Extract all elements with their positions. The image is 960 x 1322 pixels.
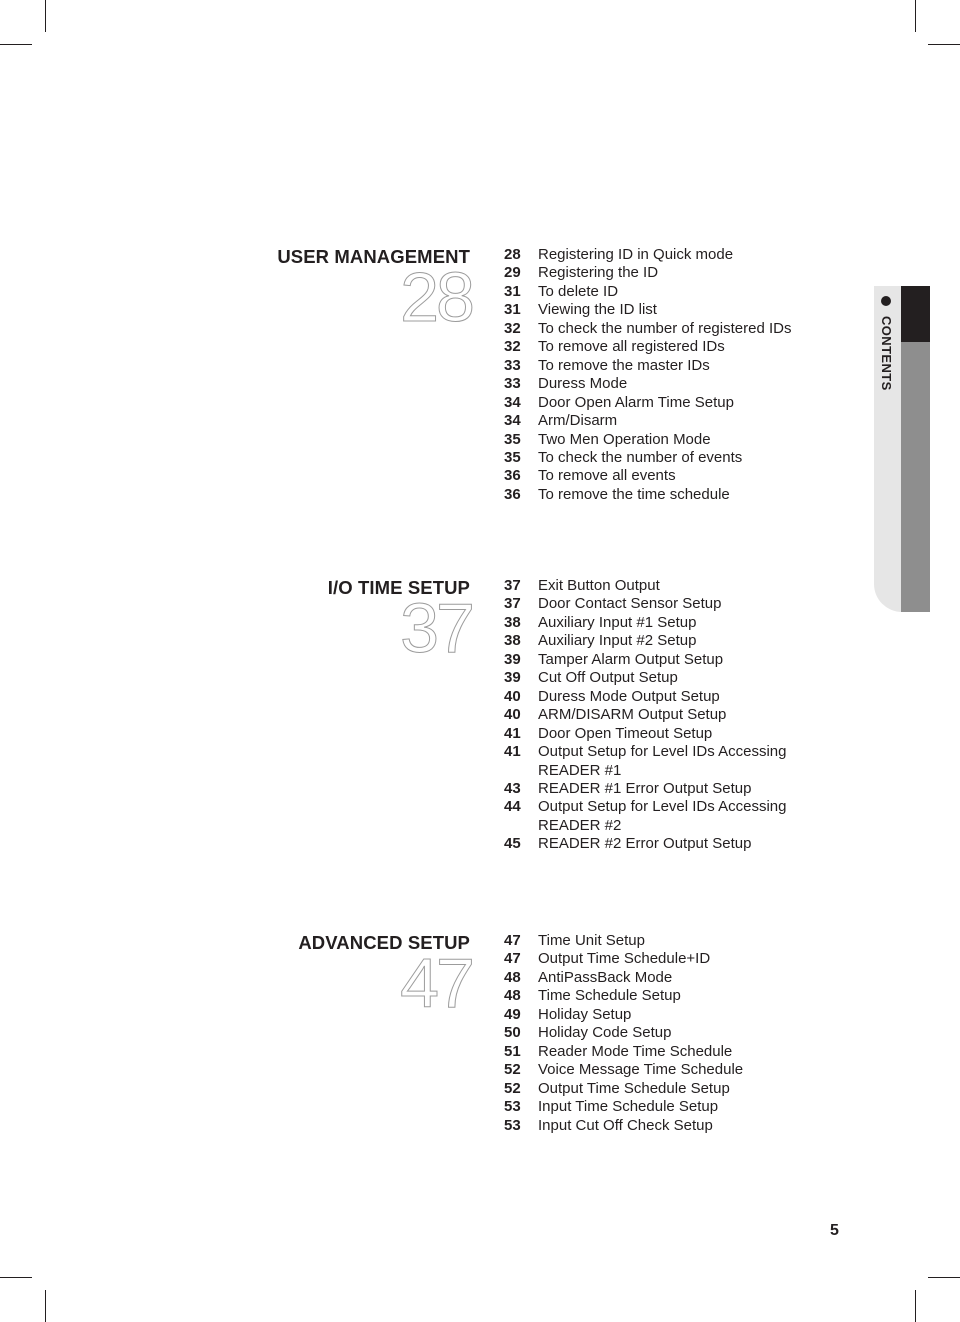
toc-entry[interactable] bbox=[504, 1061, 818, 1079]
crop-mark bbox=[0, 44, 32, 45]
entry-page: 47 bbox=[504, 950, 521, 968]
entry-title: Arm/Disarm bbox=[538, 412, 618, 430]
toc-entry[interactable] bbox=[504, 467, 818, 485]
crop-mark bbox=[0, 1277, 32, 1278]
crop-mark bbox=[915, 0, 916, 32]
bullet-icon bbox=[881, 296, 891, 306]
entry-title: Auxiliary Input #1 Setup bbox=[538, 613, 697, 631]
toc-entry[interactable] bbox=[504, 1098, 818, 1116]
toc-entry[interactable] bbox=[504, 1043, 818, 1061]
toc-entry[interactable] bbox=[504, 357, 818, 375]
entry-page: 32 bbox=[504, 338, 521, 356]
section-start-page: 37 bbox=[400, 589, 472, 667]
entry-title: Input Time Schedule Setup bbox=[538, 1098, 719, 1116]
toc-entry[interactable] bbox=[504, 375, 818, 393]
entry-title: Time Schedule Setup bbox=[538, 987, 681, 1005]
entry-title: Registering ID in Quick mode bbox=[538, 246, 734, 263]
entry-title: Auxiliary Input #2 Setup bbox=[538, 632, 697, 650]
entry-page: 37 bbox=[504, 595, 521, 613]
entry-title: Door Contact Sensor Setup bbox=[538, 595, 722, 613]
crop-mark bbox=[928, 44, 960, 45]
toc-entry[interactable] bbox=[504, 835, 818, 853]
entry-title: To delete ID bbox=[538, 282, 619, 300]
entry-title: Output Setup for Level IDs Accessing READER #1 bbox=[538, 743, 787, 779]
entry-title: READER #1 Error Output Setup bbox=[538, 779, 752, 797]
toc-entry[interactable] bbox=[504, 651, 818, 669]
entry-title: Cut Off Output Setup bbox=[538, 669, 678, 687]
entry-title: Duress Mode Output Setup bbox=[538, 687, 720, 705]
entry-page: 28 bbox=[504, 246, 521, 263]
toc-entry[interactable] bbox=[504, 969, 818, 987]
entry-title: Holiday Setup bbox=[538, 1005, 632, 1023]
entry-title: Holiday Code Setup bbox=[538, 1024, 672, 1042]
toc-entry-list bbox=[504, 246, 818, 504]
entry-page: 38 bbox=[504, 632, 521, 650]
entry-title: Viewing the ID list bbox=[538, 301, 657, 319]
entry-page: 36 bbox=[504, 467, 521, 485]
entry-title: Output Setup for Level IDs Accessing READER #2 bbox=[538, 798, 787, 834]
entry-title: Door Open Timeout Setup bbox=[538, 724, 713, 742]
entry-title: To check the number of events bbox=[538, 448, 743, 466]
section-heading bbox=[327, 577, 472, 667]
section-start-page: 47 bbox=[400, 944, 472, 1022]
entry-page: 43 bbox=[504, 779, 521, 797]
entry-page: 38 bbox=[504, 613, 521, 631]
toc-entry[interactable] bbox=[504, 950, 818, 968]
entry-title: Time Unit Setup bbox=[538, 932, 645, 949]
entry-title: READER #2 Error Output Setup bbox=[538, 835, 752, 853]
section-start-page: 28 bbox=[400, 258, 472, 336]
side-tab-active-marker bbox=[901, 286, 930, 342]
entry-page: 35 bbox=[504, 448, 521, 466]
entry-page: 34 bbox=[504, 412, 521, 430]
toc-entry[interactable] bbox=[504, 932, 818, 950]
entry-page: 39 bbox=[504, 669, 521, 687]
toc-entry[interactable] bbox=[504, 987, 818, 1005]
entry-title: AntiPassBack Mode bbox=[538, 968, 673, 986]
toc-entry-list bbox=[504, 577, 818, 854]
entry-page: 39 bbox=[504, 650, 521, 668]
side-tab-label: CONTENTS bbox=[879, 316, 894, 391]
toc-entry[interactable] bbox=[504, 1024, 818, 1042]
entry-title: Output Time Schedule Setup bbox=[538, 1079, 730, 1097]
toc-entry[interactable] bbox=[504, 780, 818, 798]
entry-page: 49 bbox=[504, 1005, 521, 1023]
entry-title: ARM/DISARM Output Setup bbox=[538, 706, 727, 724]
entry-title: To remove the master IDs bbox=[538, 356, 710, 374]
entry-page: 33 bbox=[504, 375, 521, 393]
entry-page: 53 bbox=[504, 1116, 521, 1134]
toc-entry[interactable] bbox=[504, 320, 818, 338]
toc-entry[interactable] bbox=[504, 577, 818, 595]
side-tab-bar bbox=[901, 342, 930, 612]
toc-entry[interactable] bbox=[504, 394, 818, 412]
toc-entry[interactable] bbox=[504, 301, 818, 319]
toc-entry[interactable] bbox=[504, 798, 818, 835]
entry-page: 47 bbox=[504, 932, 521, 949]
page-number: 5 bbox=[830, 1222, 839, 1239]
entry-title: Voice Message Time Schedule bbox=[538, 1061, 744, 1079]
entry-title: To remove all events bbox=[538, 467, 676, 485]
contents-side-tab[interactable] bbox=[874, 286, 930, 612]
entry-page: 53 bbox=[504, 1098, 521, 1116]
entry-page: 32 bbox=[504, 319, 521, 337]
entry-page: 29 bbox=[504, 264, 521, 282]
toc-entry[interactable] bbox=[504, 264, 818, 282]
entry-page: 44 bbox=[504, 798, 521, 816]
entry-page: 45 bbox=[504, 835, 521, 853]
entry-page: 51 bbox=[504, 1042, 521, 1060]
entry-page: 31 bbox=[504, 282, 521, 300]
entry-page: 40 bbox=[504, 706, 521, 724]
toc-entry[interactable] bbox=[504, 449, 818, 467]
toc-entry[interactable] bbox=[504, 632, 818, 650]
section-title: I/O TIME SETUP bbox=[327, 577, 470, 598]
toc-entry[interactable] bbox=[504, 595, 818, 613]
entry-title: Registering the ID bbox=[538, 264, 659, 282]
entry-page: 41 bbox=[504, 743, 521, 761]
entry-page: 37 bbox=[504, 577, 521, 594]
entry-page: 31 bbox=[504, 301, 521, 319]
entry-title: To remove the time schedule bbox=[538, 485, 730, 503]
entry-title: Output Time Schedule+ID bbox=[538, 950, 711, 968]
toc-entry[interactable] bbox=[504, 486, 818, 504]
section-heading bbox=[298, 932, 472, 1022]
entry-title: Input Cut Off Check Setup bbox=[538, 1116, 713, 1134]
toc-entry[interactable] bbox=[504, 706, 818, 724]
toc-entry[interactable] bbox=[504, 1117, 818, 1135]
entry-title: Duress Mode bbox=[538, 375, 628, 393]
toc-entry-list bbox=[504, 932, 818, 1135]
toc-entry[interactable] bbox=[504, 688, 818, 706]
entry-title: Two Men Operation Mode bbox=[538, 430, 711, 448]
crop-mark bbox=[928, 1277, 960, 1278]
entry-page: 52 bbox=[504, 1079, 521, 1097]
crop-mark bbox=[915, 1290, 916, 1322]
toc-entry[interactable] bbox=[504, 412, 818, 430]
toc-entry[interactable] bbox=[504, 669, 818, 687]
toc-entry[interactable] bbox=[504, 614, 818, 632]
toc-entry[interactable] bbox=[504, 338, 818, 356]
toc-entry[interactable] bbox=[504, 725, 818, 743]
entry-page: 36 bbox=[504, 485, 521, 503]
toc-entry[interactable] bbox=[504, 1080, 818, 1098]
crop-mark bbox=[45, 0, 46, 32]
toc-entry[interactable] bbox=[504, 1006, 818, 1024]
toc-entry[interactable] bbox=[504, 431, 818, 449]
entry-page: 33 bbox=[504, 356, 521, 374]
toc-entry[interactable] bbox=[504, 246, 818, 264]
entry-page: 41 bbox=[504, 724, 521, 742]
section-title: USER MANAGEMENT bbox=[277, 246, 470, 267]
entry-title: Exit Button Output bbox=[538, 577, 660, 594]
entry-page: 48 bbox=[504, 987, 521, 1005]
toc-entry[interactable] bbox=[504, 743, 818, 780]
toc-entry[interactable] bbox=[504, 283, 818, 301]
entry-page: 48 bbox=[504, 968, 521, 986]
section-title: ADVANCED SETUP bbox=[298, 932, 470, 953]
entry-page: 52 bbox=[504, 1061, 521, 1079]
entry-page: 40 bbox=[504, 687, 521, 705]
entry-title: To check the number of registered IDs bbox=[538, 319, 792, 337]
entry-title: Door Open Alarm Time Setup bbox=[538, 393, 734, 411]
entry-title: Reader Mode Time Schedule bbox=[538, 1042, 733, 1060]
entry-page: 34 bbox=[504, 393, 521, 411]
entry-title: Tamper Alarm Output Setup bbox=[538, 650, 724, 668]
section-heading bbox=[277, 246, 472, 336]
crop-mark bbox=[45, 1290, 46, 1322]
entry-page: 50 bbox=[504, 1024, 521, 1042]
entry-page: 35 bbox=[504, 430, 521, 448]
entry-title: To remove all registered IDs bbox=[538, 338, 725, 356]
